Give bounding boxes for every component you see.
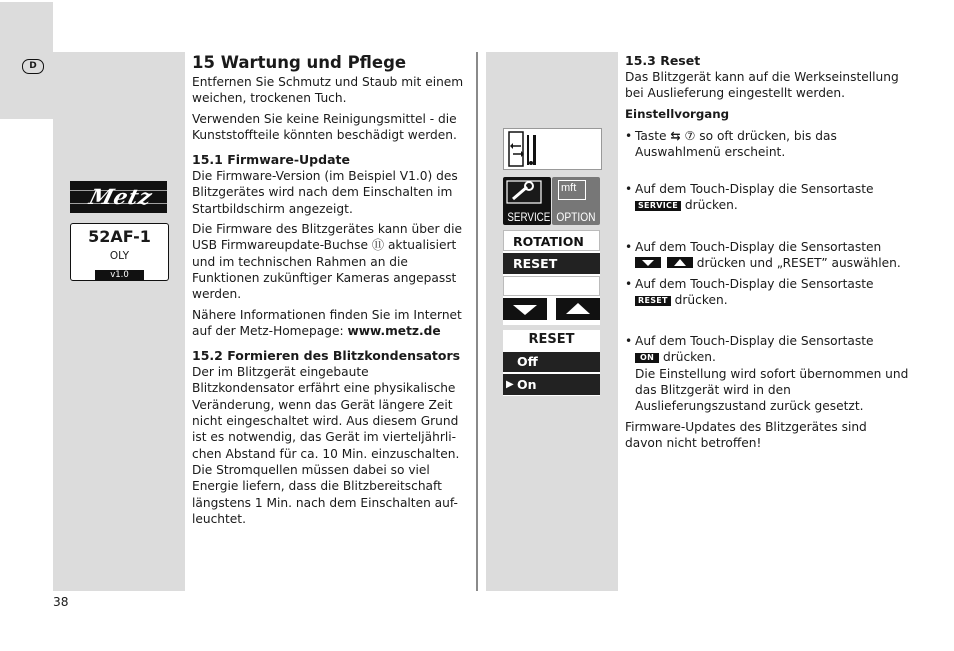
mft-icon: [558, 180, 586, 200]
bullet-icon: •: [625, 334, 633, 348]
metz-logo-text: Metz: [86, 184, 156, 209]
mft-label: mft: [561, 182, 577, 194]
section-15-1-title: 15.1 Firmware-Update: [192, 152, 350, 168]
service-menu-screen: [503, 230, 600, 325]
selection-marker-icon: ▶: [506, 379, 514, 390]
step-5-post: drücken.: [659, 350, 716, 365]
step-4-post: drücken.: [670, 293, 728, 308]
step-1-text: ⑦ so oft drücken, bis das Auswahlmenü erscheint.: [635, 129, 837, 160]
step-5-extra: Die Einstellung wird sofort übernommen und das Blitzgerät wird in den Auslieferungszustand zurück gesetzt.: [635, 366, 909, 414]
arrow-down-icon: [503, 298, 547, 320]
step-1: [625, 128, 915, 161]
mode-key-icon: ⇆: [670, 129, 681, 143]
option-button[interactable]: [552, 177, 600, 225]
section-15-2-title: 15.2 Formieren des Blitzkondensators: [192, 348, 461, 364]
bullet-icon: •: [625, 240, 633, 254]
step-4: [625, 276, 915, 309]
column-divider: [476, 52, 478, 591]
section-15-1-p2: Die Firmware des Blitzgerätes kann über die USB Firmwareupdate-Buchse ⑪ aktualisiert und im technischen Rahmen an die Funktionen zukünftiger Kameras angepasst werden.: [192, 222, 462, 302]
section-15-1-p1: Die Firmware-Version (im Beispiel V1.0) des Blitzgerätes wird nach dem Einschalten im Startbildschirm angezeigt.: [192, 169, 458, 216]
version-label: v1.0: [110, 270, 129, 280]
section-15-3-title: 15.3 Reset: [625, 53, 701, 68]
einstellvorgang-heading: Einstellvorgang: [625, 106, 730, 121]
reset-menu-screen: [503, 330, 600, 396]
step-3-post: drücken und „RESET” auswählen.: [692, 256, 901, 271]
rotation-item[interactable]: [503, 230, 600, 251]
language-badge-label: D: [29, 61, 37, 71]
bullet-icon: •: [625, 129, 633, 143]
section-15-p2: Verwenden Sie keine Reinigungsmittel - die Kunststoffteile könnten beschädigt werden.: [192, 111, 457, 142]
system-name: OLY: [109, 250, 130, 262]
step-5-text: Auf dem Touch-Display die Sensortaste: [635, 334, 874, 348]
section-15-3-p1: Das Blitzgerät kann auf die Werkseinstellung bei Auslieferung eingestellt werden.: [625, 70, 899, 101]
language-badge: [22, 59, 44, 74]
section-15-p1: Entfernen Sie Schmutz und Staub mit einem weichen, trockenen Tuch.: [192, 75, 464, 106]
on-key-icon: ON: [635, 353, 659, 363]
section-15-2-p1: Der im Blitzgerät eingebaute Blitzkondensator erfährt eine physikalische Veränderung, wenn das Gerät längere Zeit nicht eingeschaltet wird. Aus diesem Grund ist es notwendig, das Gerät im vierteljährli-chen Abstand für ca. 10 Min. einzuschalten. Die Stromquellen müssen dabei so viel Energie liefern, dass die Blitzbereitschaft längstens 1 Min. nach dem Einschalten auf-leuchtet.: [192, 365, 460, 526]
up-key-icon: [667, 257, 693, 268]
metz-logo: [70, 181, 167, 213]
section-15-title: 15 Wartung und Pflege: [192, 53, 407, 72]
metz-homepage-link[interactable]: www.metz.de: [347, 323, 441, 338]
reset-header: RESET: [528, 332, 575, 347]
bullet-icon: •: [625, 182, 633, 196]
section-15: [192, 52, 464, 527]
left-figure-panel: [53, 52, 185, 591]
section-15-1-p3-text: Nähere Informationen finden Sie im Internet auf der Metz-Homepage:: [192, 307, 462, 338]
reset-item-label: RESET: [513, 256, 558, 271]
mode-switch-screen: [503, 128, 602, 170]
step-2-text: Auf dem Touch-Display die Sensortaste: [635, 182, 874, 196]
arrow-up-icon: [556, 298, 600, 320]
section-15-3-note: Firmware-Updates des Blitzgerätes sind davon nicht betroffen!: [625, 420, 867, 451]
service-key-icon: SERVICE: [635, 201, 681, 211]
empty-item: [503, 276, 600, 296]
section-15-3: [625, 52, 910, 122]
page-number: 38: [53, 595, 69, 609]
off-label: Off: [517, 354, 538, 369]
down-key-icon: [635, 257, 661, 268]
scroll-up-button[interactable]: [556, 298, 600, 320]
service-button[interactable]: [503, 177, 551, 225]
step-3: [625, 239, 920, 272]
option-label: OPTION: [556, 210, 596, 224]
section-15-1-p3: [192, 307, 464, 340]
step-5: [625, 333, 915, 414]
start-screen: [70, 223, 169, 281]
off-option[interactable]: [503, 352, 600, 372]
on-option[interactable]: [503, 374, 600, 395]
step-4-text: Auf dem Touch-Display die Sensortaste: [635, 277, 874, 291]
reset-item[interactable]: [503, 253, 600, 274]
on-label: On: [517, 377, 537, 392]
mode-switch-icon: [507, 129, 547, 169]
model-name: 52AF-1: [88, 227, 151, 246]
step-2: [625, 181, 915, 214]
wrench-icon: [503, 178, 551, 208]
version-badge: [95, 270, 144, 280]
service-label: SERVICE: [507, 210, 551, 224]
step-3-text: Auf dem Touch-Display die Sensortasten: [635, 240, 882, 254]
step-2-post: drücken.: [681, 198, 738, 213]
step-1-pre: Taste: [635, 129, 671, 143]
bullet-icon: •: [625, 277, 633, 291]
rotation-label: ROTATION: [513, 234, 584, 249]
reset-key-icon: RESET: [635, 296, 671, 306]
scroll-down-button[interactable]: [503, 298, 547, 320]
